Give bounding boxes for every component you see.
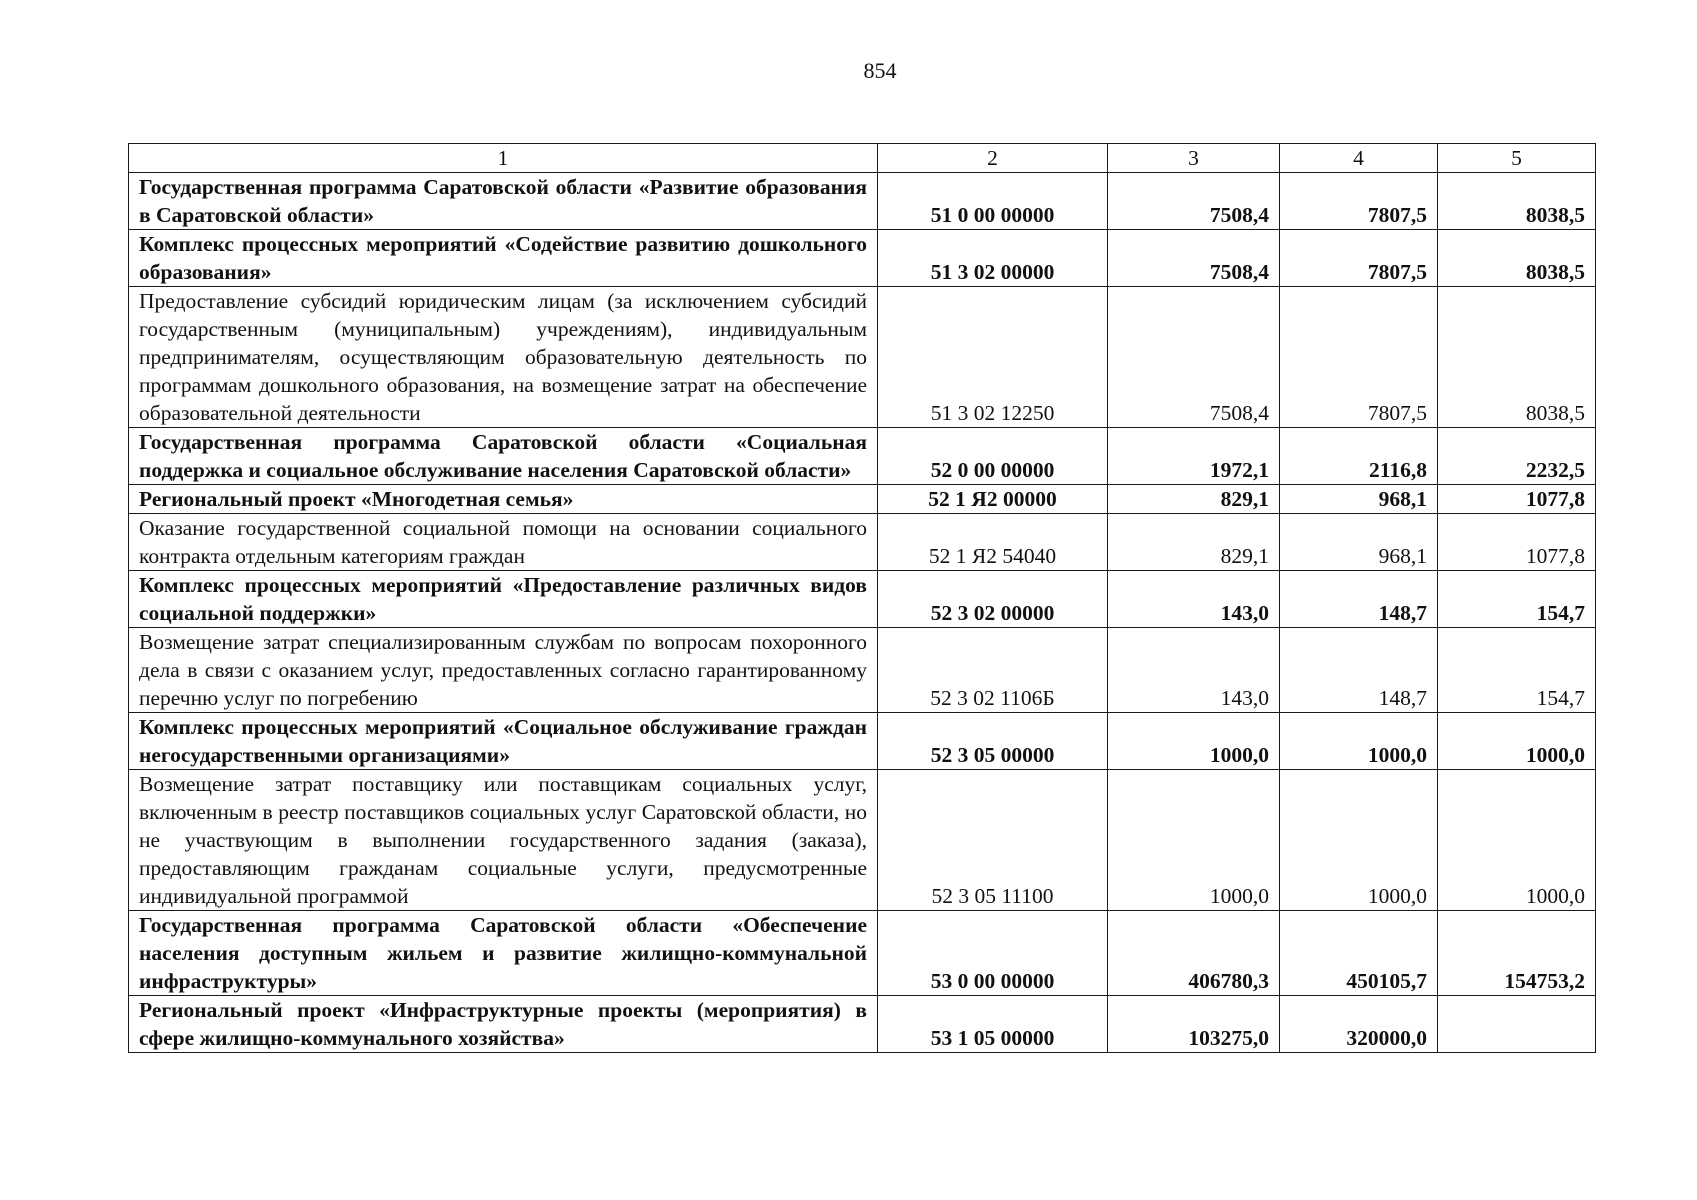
row-value-col3-cell: 406780,3	[1108, 911, 1280, 996]
row-code-cell: 52 3 05 11100	[878, 770, 1108, 911]
row-value-col5-cell: 154753,2	[1438, 911, 1596, 996]
row-code-cell: 52 3 02 1106Б	[878, 628, 1108, 713]
row-value-col4-cell: 450105,7	[1280, 911, 1438, 996]
row-code-cell: 52 3 05 00000	[878, 713, 1108, 770]
row-name-cell: Комплекс процессных мероприятий «Содействие развитию дошкольного образования»	[129, 230, 878, 287]
row-code-cell: 51 3 02 12250	[878, 287, 1108, 428]
column-header-3: 3	[1108, 144, 1280, 173]
row-name-cell: Комплекс процессных мероприятий «Предоставление различных видов социальной поддержки»	[129, 571, 878, 628]
row-value-col4-cell: 320000,0	[1280, 996, 1438, 1053]
row-value-col3-cell: 7508,4	[1108, 287, 1280, 428]
row-value-col5-cell: 1077,8	[1438, 485, 1596, 514]
table-row	[129, 173, 1596, 230]
row-name-cell: Оказание государственной социальной помощи на основании социального контракта отдельным категориям граждан	[129, 514, 878, 571]
row-name-cell: Комплекс процессных мероприятий «Социальное обслуживание граждан негосударственными организациями»	[129, 713, 878, 770]
row-value-col5-cell: 1000,0	[1438, 770, 1596, 911]
row-name-cell: Государственная программа Саратовской области «Социальная поддержка и социальное обслуживание населения Саратовской области»	[129, 428, 878, 485]
row-value-col4-cell: 7807,5	[1280, 287, 1438, 428]
table-row	[129, 911, 1596, 996]
row-name-cell: Возмещение затрат специализированным службам по вопросам похоронного дела в связи с оказанием услуг, предоставленных согласно гарантированному перечню услуг по погребению	[129, 628, 878, 713]
row-code-cell: 51 3 02 00000	[878, 230, 1108, 287]
row-value-col3-cell: 7508,4	[1108, 173, 1280, 230]
table-header-row	[129, 144, 1596, 173]
row-name-cell: Государственная программа Саратовской области «Развитие образования в Саратовской области»	[129, 173, 878, 230]
row-name-cell: Государственная программа Саратовской области «Обеспечение населения доступным жильем и развитие жилищно-коммунальной инфраструктуры»	[129, 911, 878, 996]
row-value-col4-cell: 968,1	[1280, 485, 1438, 514]
table-row	[129, 770, 1596, 911]
column-header-2: 2	[878, 144, 1108, 173]
row-value-col5-cell: 8038,5	[1438, 230, 1596, 287]
row-value-col3-cell: 143,0	[1108, 628, 1280, 713]
row-name-cell: Региональный проект «Инфраструктурные проекты (мероприятия) в сфере жилищно-коммунального хозяйства»	[129, 996, 878, 1053]
row-value-col5-cell: 1077,8	[1438, 514, 1596, 571]
row-value-col5-cell: 8038,5	[1438, 173, 1596, 230]
row-name-cell: Предоставление субсидий юридическим лицам (за исключением субсидий государственным (муниципальным) учреждениям), индивидуальным предпринимателям, осуществляющим образовательную деятельность по программам дошкольного образования, на возмещение затрат на обеспечение образовательной деятельности	[129, 287, 878, 428]
row-value-col3-cell: 1000,0	[1108, 713, 1280, 770]
row-code-cell: 53 1 05 00000	[878, 996, 1108, 1053]
column-header-4: 4	[1280, 144, 1438, 173]
row-value-col4-cell: 7807,5	[1280, 173, 1438, 230]
row-code-cell: 52 1 Я2 00000	[878, 485, 1108, 514]
table-row	[129, 485, 1596, 514]
row-value-col3-cell: 829,1	[1108, 514, 1280, 571]
row-value-col4-cell: 1000,0	[1280, 713, 1438, 770]
row-code-cell: 51 0 00 00000	[878, 173, 1108, 230]
page-number: 854	[863, 58, 897, 83]
row-value-col4-cell: 1000,0	[1280, 770, 1438, 911]
table-row	[129, 230, 1596, 287]
row-code-cell: 53 0 00 00000	[878, 911, 1108, 996]
row-value-col3-cell: 103275,0	[1108, 996, 1280, 1053]
row-value-col3-cell: 7508,4	[1108, 230, 1280, 287]
table-row	[129, 428, 1596, 485]
table-row	[129, 514, 1596, 571]
row-value-col4-cell: 7807,5	[1280, 230, 1438, 287]
row-value-col4-cell: 2116,8	[1280, 428, 1438, 485]
row-code-cell: 52 1 Я2 54040	[878, 514, 1108, 571]
row-value-col3-cell: 1972,1	[1108, 428, 1280, 485]
table-row	[129, 713, 1596, 770]
row-value-col3-cell: 143,0	[1108, 571, 1280, 628]
row-value-col3-cell: 1000,0	[1108, 770, 1280, 911]
row-code-cell: 52 3 02 00000	[878, 571, 1108, 628]
row-value-col4-cell: 148,7	[1280, 571, 1438, 628]
table-row	[129, 571, 1596, 628]
row-value-col3-cell: 829,1	[1108, 485, 1280, 514]
row-value-col4-cell: 968,1	[1280, 514, 1438, 571]
row-value-col4-cell: 148,7	[1280, 628, 1438, 713]
row-name-cell: Региональный проект «Многодетная семья»	[129, 485, 878, 514]
row-name-cell: Возмещение затрат поставщику или поставщикам социальных услуг, включенным в реестр поставщиков социальных услуг Саратовской области, но не участвующим в выполнении государственного задания (заказа), предоставляющим гражданам социальные услуги, предусмотренные индивидуальной программой	[129, 770, 878, 911]
row-value-col5-cell	[1438, 996, 1596, 1053]
row-value-col5-cell: 8038,5	[1438, 287, 1596, 428]
table-row	[129, 287, 1596, 428]
row-value-col5-cell: 1000,0	[1438, 713, 1596, 770]
column-header-1: 1	[129, 144, 878, 173]
budget-table	[128, 143, 1596, 1053]
row-value-col5-cell: 2232,5	[1438, 428, 1596, 485]
column-header-5: 5	[1438, 144, 1596, 173]
row-value-col5-cell: 154,7	[1438, 571, 1596, 628]
budget-table-body	[129, 144, 1596, 1053]
table-row	[129, 628, 1596, 713]
row-value-col5-cell: 154,7	[1438, 628, 1596, 713]
row-code-cell: 52 0 00 00000	[878, 428, 1108, 485]
table-row	[129, 996, 1596, 1053]
